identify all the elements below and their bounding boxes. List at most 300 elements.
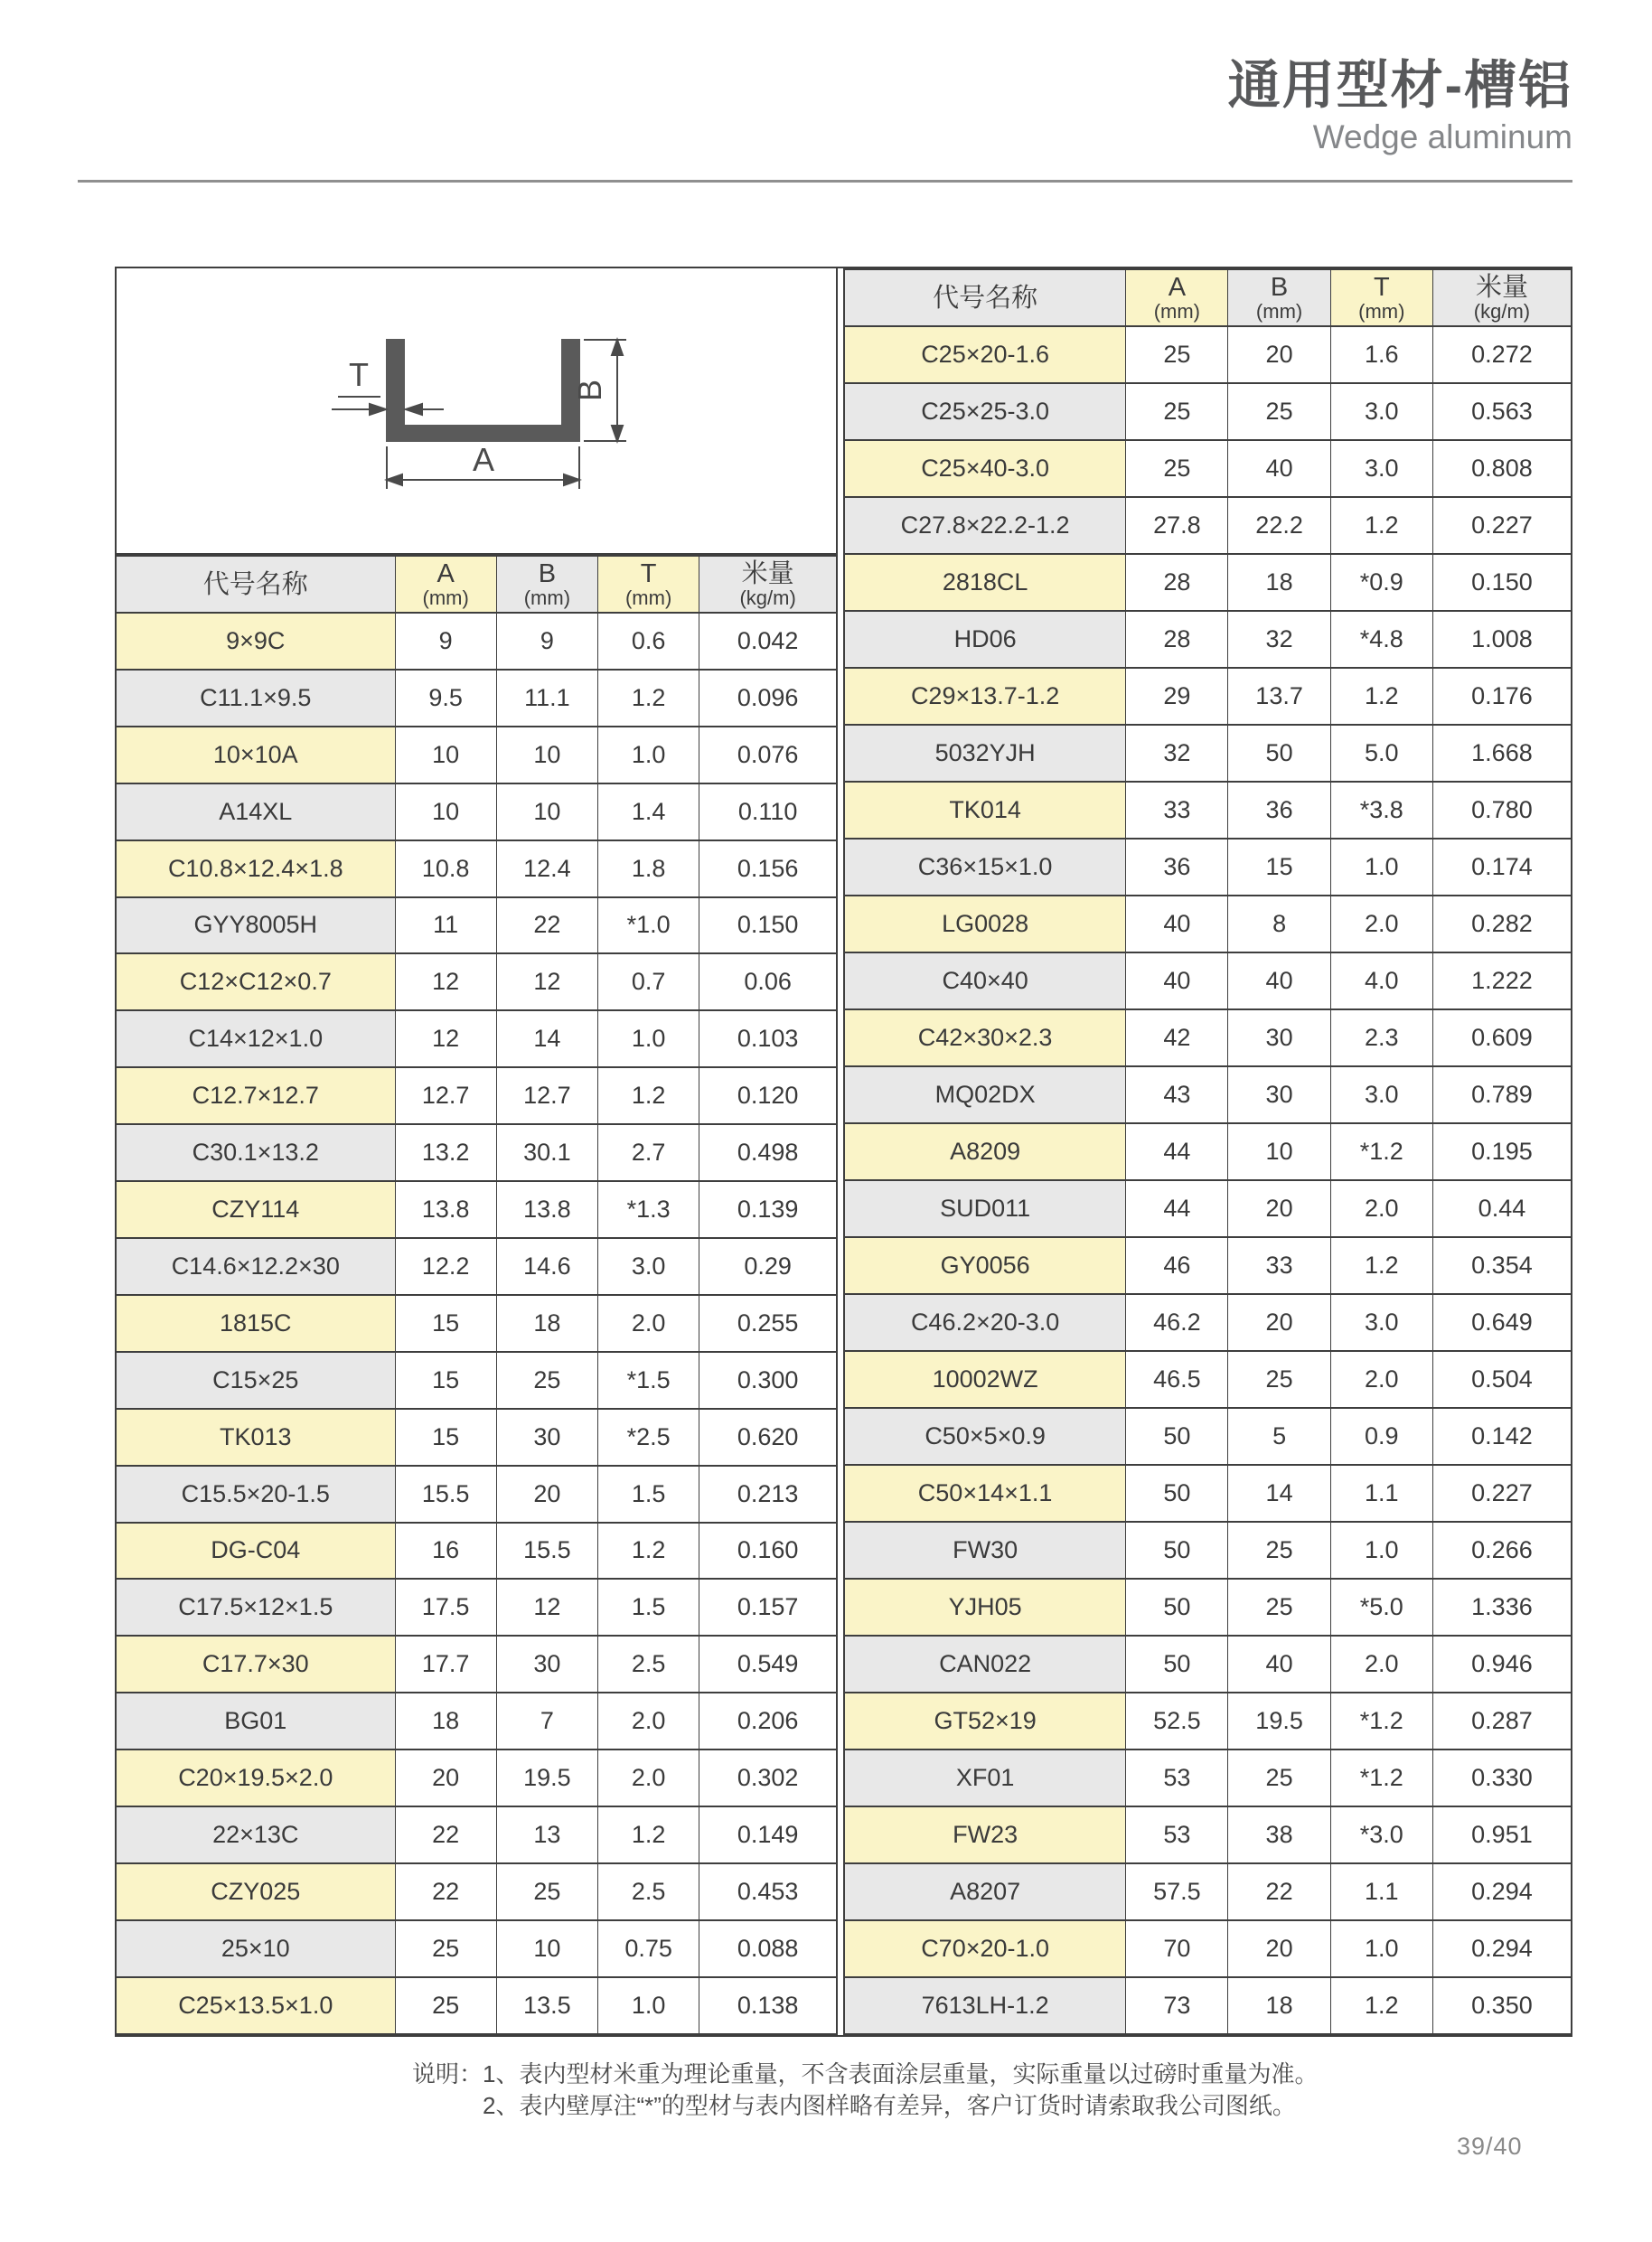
value-cell: 0.150 <box>699 897 836 954</box>
value-cell: 9 <box>496 613 597 670</box>
value-cell: 2.3 <box>1330 1009 1432 1066</box>
value-cell: 16 <box>395 1523 496 1580</box>
t-arrowhead-left <box>370 404 386 415</box>
value-cell: 36 <box>1126 839 1228 896</box>
table-row <box>845 668 1571 725</box>
dim-label-a: A <box>472 441 495 478</box>
value-cell: 50 <box>1228 725 1330 782</box>
value-cell: 12.2 <box>395 1238 496 1295</box>
value-cell: 25 <box>395 1977 496 2034</box>
value-cell: 0.156 <box>699 840 836 897</box>
profile-code-cell: 25×10 <box>117 1920 395 1977</box>
profile-code-cell: C70×20-1.0 <box>845 1920 1126 1977</box>
table-row <box>845 383 1571 440</box>
value-cell: 38 <box>1228 1806 1330 1863</box>
table-row <box>845 1123 1571 1180</box>
value-cell: 1.2 <box>1330 497 1432 554</box>
value-cell: 1.5 <box>598 1579 699 1636</box>
table-row <box>845 1351 1571 1408</box>
notes-label: 说明： <box>412 2060 483 2087</box>
table-row <box>845 952 1571 1009</box>
profile-code-cell: BG01 <box>117 1693 395 1750</box>
value-cell: 40 <box>1228 440 1330 497</box>
value-cell: 12.4 <box>496 840 597 897</box>
table-header-row <box>117 556 836 613</box>
value-cell: 5.0 <box>1330 725 1432 782</box>
left-spec-table <box>117 555 836 2035</box>
col-header-name: 代号名称 <box>845 269 1126 326</box>
table-row <box>117 1238 836 1295</box>
table-header-row <box>845 269 1571 326</box>
value-cell: *1.2 <box>1330 1123 1432 1180</box>
value-cell: 14 <box>1228 1465 1330 1522</box>
value-cell: 30 <box>1228 1009 1330 1066</box>
profile-code-cell: GYY8005H <box>117 897 395 954</box>
value-cell: 18 <box>395 1693 496 1750</box>
value-cell: 1.0 <box>1330 1522 1432 1579</box>
profile-code-cell: GT52×19 <box>845 1693 1126 1750</box>
value-cell: 18 <box>496 1295 597 1352</box>
table-row <box>117 613 836 670</box>
value-cell: 2.5 <box>598 1636 699 1693</box>
value-cell: *2.5 <box>598 1409 699 1466</box>
value-cell: 2.5 <box>598 1863 699 1920</box>
value-cell: 25 <box>1228 1579 1330 1636</box>
table-row <box>117 1863 836 1920</box>
notes-lines <box>483 2059 1318 2122</box>
profile-code-cell: 1815C <box>117 1295 395 1352</box>
value-cell: 2.0 <box>598 1295 699 1352</box>
profile-code-cell: 10002WZ <box>845 1351 1126 1408</box>
value-cell: 10.8 <box>395 840 496 897</box>
value-cell: 57.5 <box>1126 1863 1228 1920</box>
value-cell: 70 <box>1126 1920 1228 1977</box>
page-subtitle: Wedge aluminum <box>1312 118 1572 155</box>
value-cell: 0.206 <box>699 1693 836 1750</box>
value-cell: *1.5 <box>598 1352 699 1409</box>
table-row <box>117 727 836 783</box>
value-cell: 25 <box>1126 440 1228 497</box>
value-cell: 15.5 <box>395 1466 496 1523</box>
col-header-b: B (mm) <box>1228 269 1330 326</box>
col-header-name: 代号名称 <box>117 556 395 613</box>
value-cell: 12 <box>395 1010 496 1067</box>
table-row <box>117 1636 836 1693</box>
table-row <box>117 897 836 954</box>
table-row <box>845 1863 1571 1920</box>
value-cell: 0.110 <box>699 783 836 840</box>
value-cell: 15 <box>1228 839 1330 896</box>
value-cell: 20 <box>395 1750 496 1806</box>
value-cell: 1.336 <box>1432 1579 1571 1636</box>
dim-label-t: T <box>349 356 369 393</box>
table-row <box>845 1806 1571 1863</box>
value-cell: 1.2 <box>1330 668 1432 725</box>
value-cell: 0.620 <box>699 1409 836 1466</box>
value-cell: 19.5 <box>496 1750 597 1806</box>
value-cell: 20 <box>496 1466 597 1523</box>
profile-code-cell: C25×20-1.6 <box>845 326 1126 383</box>
a-arrowhead-left <box>387 474 402 485</box>
value-cell: 25 <box>1228 1750 1330 1806</box>
table-row <box>117 1010 836 1067</box>
profile-code-cell: C14.6×12.2×30 <box>117 1238 395 1295</box>
table-row <box>117 840 836 897</box>
value-cell: 50 <box>1126 1579 1228 1636</box>
profile-code-cell: C40×40 <box>845 952 1126 1009</box>
value-cell: 11 <box>395 897 496 954</box>
profile-code-cell: C10.8×12.4×1.8 <box>117 840 395 897</box>
value-cell: 25 <box>1126 326 1228 383</box>
col-header-weight: 米量 (kg/m) <box>699 556 836 613</box>
value-cell: 13.7 <box>1228 668 1330 725</box>
profile-code-cell: C25×13.5×1.0 <box>117 1977 395 2034</box>
value-cell: *3.0 <box>1330 1806 1432 1863</box>
value-cell: 46.2 <box>1126 1294 1228 1351</box>
table-row <box>117 670 836 727</box>
value-cell: 20 <box>1228 1180 1330 1237</box>
value-cell: 12.7 <box>395 1067 496 1124</box>
value-cell: 10 <box>496 1920 597 1977</box>
value-cell: 27.8 <box>1126 497 1228 554</box>
value-cell: 33 <box>1228 1237 1330 1294</box>
value-cell: 0.06 <box>699 953 836 1010</box>
value-cell: 46 <box>1126 1237 1228 1294</box>
profile-code-cell: 5032YJH <box>845 725 1126 782</box>
notes <box>412 2059 1318 2122</box>
profile-code-cell: A8209 <box>845 1123 1126 1180</box>
value-cell: 30 <box>496 1636 597 1693</box>
value-cell: 42 <box>1126 1009 1228 1066</box>
value-cell: *5.0 <box>1330 1579 1432 1636</box>
value-cell: 40 <box>1126 896 1228 952</box>
value-cell: 2.0 <box>1330 1180 1432 1237</box>
value-cell: 0.076 <box>699 727 836 783</box>
value-cell: 25 <box>395 1920 496 1977</box>
value-cell: 10 <box>395 727 496 783</box>
profile-code-cell: C20×19.5×2.0 <box>117 1750 395 1806</box>
table-row <box>845 611 1571 668</box>
value-cell: 0.255 <box>699 1295 836 1352</box>
value-cell: 2.0 <box>1330 1351 1432 1408</box>
value-cell: 1.2 <box>1330 1977 1432 2034</box>
table-row <box>845 1408 1571 1465</box>
value-cell: 0.504 <box>1432 1351 1571 1408</box>
value-cell: 0.195 <box>1432 1123 1571 1180</box>
table-row <box>117 1067 836 1124</box>
profile-code-cell: A14XL <box>117 783 395 840</box>
value-cell: 4.0 <box>1330 952 1432 1009</box>
profile-code-cell: C42×30×2.3 <box>845 1009 1126 1066</box>
value-cell: 2.0 <box>1330 1636 1432 1693</box>
header-divider <box>78 180 1572 183</box>
value-cell: 25 <box>1228 1522 1330 1579</box>
table-row <box>845 896 1571 952</box>
value-cell: 25 <box>1228 1351 1330 1408</box>
value-cell: 0.946 <box>1432 1636 1571 1693</box>
profile-code-cell: C30.1×13.2 <box>117 1124 395 1181</box>
profile-code-cell: 9×9C <box>117 613 395 670</box>
value-cell: 10 <box>1228 1123 1330 1180</box>
value-cell: 0.272 <box>1432 326 1571 383</box>
table-row <box>845 497 1571 554</box>
value-cell: 0.453 <box>699 1863 836 1920</box>
value-cell: *0.9 <box>1330 554 1432 611</box>
value-cell: 44 <box>1126 1123 1228 1180</box>
profile-code-cell: 2818CL <box>845 554 1126 611</box>
value-cell: 0.951 <box>1432 1806 1571 1863</box>
value-cell: 1.2 <box>598 1806 699 1863</box>
col-header-a: A (mm) <box>395 556 496 613</box>
value-cell: 14 <box>496 1010 597 1067</box>
page-title: 通用型材-槽铝 <box>1227 56 1572 115</box>
value-cell: 1.0 <box>598 1010 699 1067</box>
value-cell: 10 <box>395 783 496 840</box>
profile-code-cell: 10×10A <box>117 727 395 783</box>
profile-code-cell: YJH05 <box>845 1579 1126 1636</box>
u-channel-shape <box>386 339 580 442</box>
value-cell: 40 <box>1126 952 1228 1009</box>
value-cell: 12 <box>395 953 496 1010</box>
value-cell: 10 <box>496 783 597 840</box>
value-cell: 32 <box>1228 611 1330 668</box>
value-cell: 1.1 <box>1330 1863 1432 1920</box>
value-cell: 1.1 <box>1330 1465 1432 1522</box>
value-cell: 1.5 <box>598 1466 699 1523</box>
value-cell: 22.2 <box>1228 497 1330 554</box>
value-cell: 0.563 <box>1432 383 1571 440</box>
value-cell: *3.8 <box>1330 782 1432 839</box>
table-row <box>117 1352 836 1409</box>
value-cell: 19.5 <box>1228 1693 1330 1750</box>
right-pane <box>843 268 1571 2035</box>
value-cell: 53 <box>1126 1750 1228 1806</box>
value-cell: 0.44 <box>1432 1180 1571 1237</box>
value-cell: 1.6 <box>1330 326 1432 383</box>
value-cell: 0.330 <box>1432 1750 1571 1806</box>
value-cell: 28 <box>1126 611 1228 668</box>
value-cell: 13.5 <box>496 1977 597 2034</box>
value-cell: 15 <box>395 1295 496 1352</box>
value-cell: 1.4 <box>598 783 699 840</box>
table-row <box>845 1009 1571 1066</box>
value-cell: 46.5 <box>1126 1351 1228 1408</box>
value-cell: 22 <box>395 1863 496 1920</box>
value-cell: 40 <box>1228 952 1330 1009</box>
value-cell: 0.227 <box>1432 497 1571 554</box>
profile-code-cell: C14×12×1.0 <box>117 1010 395 1067</box>
value-cell: 3.0 <box>1330 1066 1432 1123</box>
value-cell: *1.3 <box>598 1181 699 1238</box>
b-arrowhead-top <box>612 340 623 355</box>
table-row <box>845 1237 1571 1294</box>
value-cell: 0.096 <box>699 670 836 727</box>
value-cell: 22 <box>1228 1863 1330 1920</box>
value-cell: 30 <box>496 1409 597 1466</box>
profile-code-cell: GY0056 <box>845 1237 1126 1294</box>
profile-code-cell: C50×5×0.9 <box>845 1408 1126 1465</box>
value-cell: 2.7 <box>598 1124 699 1181</box>
value-cell: 1.008 <box>1432 611 1571 668</box>
value-cell: 17.7 <box>395 1636 496 1693</box>
profile-code-cell: C36×15×1.0 <box>845 839 1126 896</box>
value-cell: 25 <box>1228 383 1330 440</box>
table-row <box>845 1920 1571 1977</box>
value-cell: 36 <box>1228 782 1330 839</box>
value-cell: 5 <box>1228 1408 1330 1465</box>
value-cell: *1.0 <box>598 897 699 954</box>
value-cell: 29 <box>1126 668 1228 725</box>
value-cell: 15.5 <box>496 1523 597 1580</box>
a-arrowhead-right <box>564 474 579 485</box>
profile-code-cell: C15×25 <box>117 1352 395 1409</box>
value-cell: 0.042 <box>699 613 836 670</box>
value-cell: 13 <box>496 1806 597 1863</box>
value-cell: 18 <box>1228 554 1330 611</box>
profile-code-cell: FW30 <box>845 1522 1126 1579</box>
value-cell: 0.609 <box>1432 1009 1571 1066</box>
table-row <box>845 725 1571 782</box>
value-cell: 9.5 <box>395 670 496 727</box>
value-cell: 3.0 <box>1330 383 1432 440</box>
value-cell: 20 <box>1228 1920 1330 1977</box>
value-cell: 18 <box>1228 1977 1330 2034</box>
value-cell: 0.350 <box>1432 1977 1571 2034</box>
value-cell: 0.176 <box>1432 668 1571 725</box>
table-row <box>117 1920 836 1977</box>
value-cell: 20 <box>1228 1294 1330 1351</box>
profile-code-cell: C25×25-3.0 <box>845 383 1126 440</box>
value-cell: 44 <box>1126 1180 1228 1237</box>
table-row <box>117 1295 836 1352</box>
channel-profile-drawing <box>117 268 836 553</box>
profile-code-cell: C12×C12×0.7 <box>117 953 395 1010</box>
table-row <box>117 1124 836 1181</box>
profile-code-cell: CAN022 <box>845 1636 1126 1693</box>
profile-code-cell: C27.8×22.2-1.2 <box>845 497 1126 554</box>
profile-code-cell: TK014 <box>845 782 1126 839</box>
value-cell: 10 <box>496 727 597 783</box>
value-cell: 0.138 <box>699 1977 836 2034</box>
table-row <box>117 1579 836 1636</box>
table-row <box>845 1977 1571 2034</box>
profile-code-cell: C11.1×9.5 <box>117 670 395 727</box>
profile-code-cell: C50×14×1.1 <box>845 1465 1126 1522</box>
value-cell: 0.213 <box>699 1466 836 1523</box>
value-cell: 12 <box>496 1579 597 1636</box>
table-row <box>117 1523 836 1580</box>
value-cell: 25 <box>496 1863 597 1920</box>
b-arrowhead-bottom <box>612 426 623 441</box>
value-cell: 50 <box>1126 1636 1228 1693</box>
profile-code-cell: CZY025 <box>117 1863 395 1920</box>
value-cell: 13.2 <box>395 1124 496 1181</box>
right-spec-table <box>845 268 1571 2035</box>
profile-code-cell: MQ02DX <box>845 1066 1126 1123</box>
table-row <box>845 1294 1571 1351</box>
profile-code-cell: C17.5×12×1.5 <box>117 1579 395 1636</box>
value-cell: 17.5 <box>395 1579 496 1636</box>
table-row <box>117 953 836 1010</box>
t-arrowhead-right <box>406 404 422 415</box>
profile-code-cell: HD06 <box>845 611 1126 668</box>
profile-code-cell: 7613LH-1.2 <box>845 1977 1126 2034</box>
value-cell: 0.142 <box>1432 1408 1571 1465</box>
value-cell: 0.282 <box>1432 896 1571 952</box>
spec-table-block <box>115 267 1572 2037</box>
value-cell: 11.1 <box>496 670 597 727</box>
profile-code-cell: C29×13.7-1.2 <box>845 668 1126 725</box>
value-cell: 0.174 <box>1432 839 1571 896</box>
col-header-a: A (mm) <box>1126 269 1228 326</box>
table-row <box>845 554 1571 611</box>
profile-code-cell: XF01 <box>845 1750 1126 1806</box>
table-row <box>117 1466 836 1523</box>
table-row <box>845 839 1571 896</box>
value-cell: 1.0 <box>598 1977 699 2034</box>
value-cell: 1.0 <box>598 727 699 783</box>
value-cell: 3.0 <box>598 1238 699 1295</box>
value-cell: 7 <box>496 1693 597 1750</box>
table-row <box>845 1693 1571 1750</box>
value-cell: 30 <box>1228 1066 1330 1123</box>
value-cell: 0.103 <box>699 1010 836 1067</box>
table-row <box>845 1579 1571 1636</box>
value-cell: 2.0 <box>598 1693 699 1750</box>
value-cell: 50 <box>1126 1522 1228 1579</box>
value-cell: 3.0 <box>1330 440 1432 497</box>
table-row <box>845 1066 1571 1123</box>
value-cell: 0.149 <box>699 1806 836 1863</box>
table-row <box>845 1522 1571 1579</box>
value-cell: 30.1 <box>496 1124 597 1181</box>
value-cell: 0.157 <box>699 1579 836 1636</box>
value-cell: 13.8 <box>496 1181 597 1238</box>
value-cell: *4.8 <box>1330 611 1432 668</box>
value-cell: 0.6 <box>598 613 699 670</box>
table-row <box>117 1977 836 2034</box>
value-cell: 0.287 <box>1432 1693 1571 1750</box>
value-cell: 0.266 <box>1432 1522 1571 1579</box>
value-cell: 0.7 <box>598 953 699 1010</box>
value-cell: 40 <box>1228 1636 1330 1693</box>
page-header <box>1228 56 1572 157</box>
value-cell: 0.300 <box>699 1352 836 1409</box>
value-cell: 0.120 <box>699 1067 836 1124</box>
value-cell: 22 <box>496 897 597 954</box>
page-number: 39/40 <box>1457 2133 1523 2160</box>
value-cell: 0.139 <box>699 1181 836 1238</box>
table-row <box>117 1693 836 1750</box>
value-cell: 0.649 <box>1432 1294 1571 1351</box>
value-cell: 73 <box>1126 1977 1228 2034</box>
value-cell: 15 <box>395 1352 496 1409</box>
value-cell: 0.227 <box>1432 1465 1571 1522</box>
value-cell: 25 <box>1126 383 1228 440</box>
table-row <box>845 782 1571 839</box>
table-row <box>845 440 1571 497</box>
value-cell: *1.2 <box>1330 1693 1432 1750</box>
table-row <box>117 1181 836 1238</box>
value-cell: 1.2 <box>598 670 699 727</box>
value-cell: 28 <box>1126 554 1228 611</box>
profile-code-cell: C12.7×12.7 <box>117 1067 395 1124</box>
value-cell: 0.9 <box>1330 1408 1432 1465</box>
dim-label-b: B <box>571 379 608 402</box>
table-row <box>845 1636 1571 1693</box>
note-line: 1、表内型材米重为理论重量，不含表面涂层重量，实际重量以过磅时重量为准。 <box>483 2060 1319 2087</box>
value-cell: 33 <box>1126 782 1228 839</box>
